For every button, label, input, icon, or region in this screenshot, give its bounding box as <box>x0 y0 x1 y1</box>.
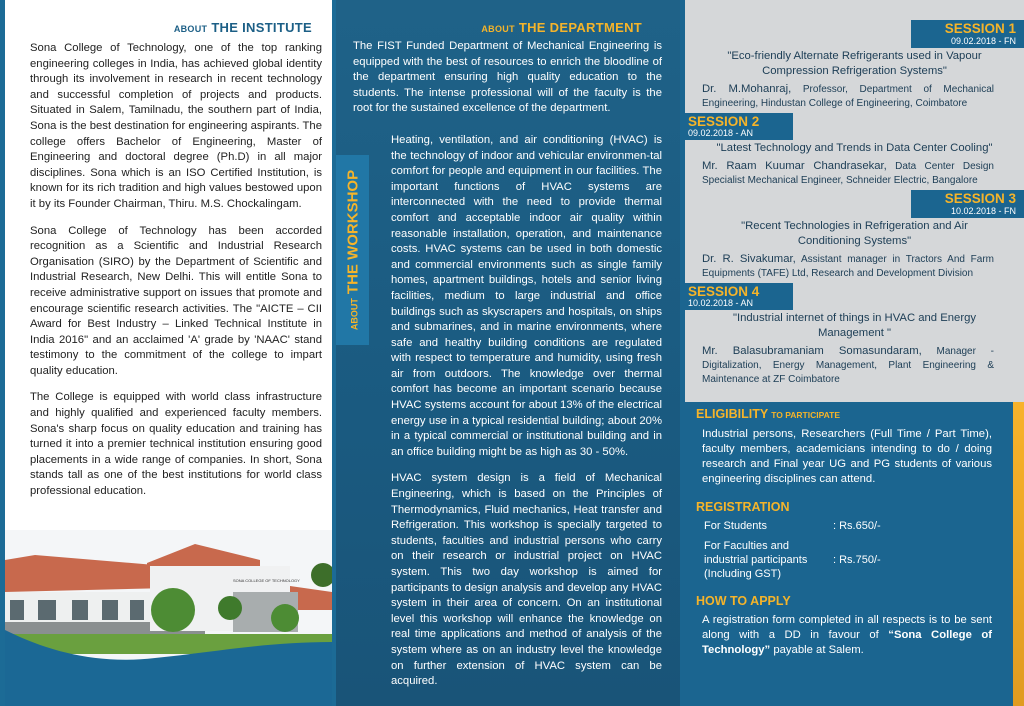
session-4-speaker: Mr. Balasubramaniam Somasundaram, Manager - Digitalization, Energy Management, Plant Engineering & Maintenance at ZF Coimbatore <box>702 345 994 385</box>
how-to-apply-heading: HOW TO APPLY <box>696 594 791 608</box>
session-3-title: "Recent Technologies in Refrigeration and Air Conditioning Systems" <box>741 219 968 247</box>
institute-paragraph: Sona College of Technology, one of the top ranking engineering colleges in India, has achieved global identity through its involvement in research in recent technology and successful completion of projects and products. Situated in Salem, Tamilnadu, the southern part of India, Sona is the best destination for engineering aspirants. The college offers Bachelor of Engineering, Master of Engineering and doctoral degree (Ph.D) in all major disciplines. Sona which is an ISO Certified Institution, is known for its rich tradition and high values bestowed upon it by its Founder Chairman, Thiru. M.S. Chockalingam. <box>30 42 322 210</box>
gold-accent-stripe <box>1013 402 1024 706</box>
about-institute-panel <box>0 0 336 706</box>
department-text: The FIST Funded Department of Mechanical Engineering is equipped with the best of resources to enrich the bloodline of the department ensuring high quality education to the students. The intense professional will of the faculty is the root for the sustained excellence of the department. <box>353 40 662 115</box>
fee-value-faculty: : Rs.750/- <box>833 554 881 566</box>
eligibility-text: Industrial persons, Researchers (Full Time / Part Time), faculty members, academicians intending to do / doing research and Final year UG and PG students of various engineering disciplines can attend. <box>702 428 992 485</box>
college-building-photo <box>5 530 332 706</box>
fee-label-students: For Students <box>704 520 767 532</box>
session-3-banner: SESSION 3 10.02.2018 - FN <box>911 190 1024 218</box>
building-sign: SONA COLLEGE OF TECHNOLOGY <box>233 578 300 583</box>
fee-value-students: : Rs.650/- <box>833 520 881 532</box>
session-2-banner: SESSION 2 09.02.2018 - AN <box>680 113 793 141</box>
session-4-banner: SESSION 4 10.02.2018 - AN <box>680 283 793 311</box>
fee-row-students <box>704 519 1010 533</box>
department-heading: ABOUT THE DEPARTMENT <box>481 20 642 35</box>
workshop-paragraph: Heating, ventilation, and air conditioning (HVAC) is the technology of indoor and vehicular environmen-tal comfort for people and equipment in our facilities. The important functions of HVAC systems are interconnected with the need to provide thermal comfort and acceptable indoor air quality within reasonable installation, operation, and maintenance costs. HVAC systems can be used in both domestic and commercial environments such as single family homes, apartment buildings, hotels and senior living facilities, medium to large industrial and office buildings such as skyscrapers and hospitals, on ships and submarines, and in marine environments, where safe and healthy building conditions are regulated with respect to temperature and humidity, using fresh air from outdoors. The knowledge over thermal comfort has become an important scenario because HVAC systems account for about 13% of the electrical energy use in a typical residential building; about 20% in a typical commercial or institutional building and in an office building might be as high as 30 - 50%. <box>391 133 662 458</box>
how-to-apply-text: A registration form completed in all respects is to be sent along with a DD in favour of “Sona College of Technology” payable at Salem. <box>702 614 992 656</box>
institute-heading: ABOUT THE INSTITUTE <box>173 20 312 35</box>
workshop-heading-tab: ABOUTTHE WORKSHOP <box>336 155 369 345</box>
department-workshop-panel <box>336 0 680 706</box>
eligibility-heading: ELIGIBILITY TO PARTICIPATE <box>696 407 841 421</box>
sessions-section <box>680 0 1024 402</box>
institute-paragraph: The College is equipped with world class infrastructure and highly qualified and experienced faculty members. Sona's sharp focus on quality education and training has turned it into a premier technical institution ensuring good placements in a wide range of companies. In short, Sona stands tall as one of the best institutions for world class professional education. <box>30 391 322 498</box>
session-1-speaker: Dr. M.Mohanraj, Professor, Department of Mechanical Engineering, Hindustan College of Engineering, Coimbatore <box>702 82 995 109</box>
session-3-speaker: Dr. R. Sivakumar, Assistant manager in Tractors And Farm Equipments (TAFE) Ltd, Research and Development Division <box>702 252 995 279</box>
session-1-title: "Eco-friendly Alternate Refrigerants used in Vapour Compression Refrigeration Systems" <box>727 49 982 77</box>
fee-row-faculty <box>704 539 1010 581</box>
registration-heading: REGISTRATION <box>696 500 790 514</box>
session-2-title: "Latest Technology and Trends in Data Center Cooling" <box>716 142 993 154</box>
sessions-registration-panel <box>680 0 1024 706</box>
session-4-title: "Industrial internet of things in HVAC and Energy Management " <box>732 312 977 339</box>
workshop-paragraph: HVAC system design is a field of Mechanical Engineering, which is based on the Principles of Thermodynamics, Fluid mechanics, Heat transfer and Refrigeration. This workshop is specially targeted to students, faculties and industrial persons who carry on their research or industrial project on HVAC system. This two day workshop is aimed for participants to design analysis and develop any HVAC system in their area of concern. On an institutional level this workshop will enhance the knowledge on real time applications and method of analysis of the system where as on an industry level the knowledge on further extension of HVAC system can be acquired. <box>391 472 662 688</box>
fee-label-faculty: For Faculties and industrial participants (Including GST) <box>704 540 808 580</box>
institute-paragraph: Sona College of Technology has been accorded recognition as a Scientific and Industrial Research Organisation (SIRO) by the Department of Scientific and Industrial Research, New Delhi. This will entitle Sona to receive administrative support on issues that promote and encourage scientific research activities. The "AICTE – CII Award for Best Industry – Linked Technical Institute in India 2016" and an acclaimed 'A' grade by 'NAAC' stand testimony to the commitment of the college to impart quality education. <box>30 224 322 377</box>
session-2-speaker: Mr. Raam Kuumar Chandrasekar, Data Center Design Specialist Mechanical Engineer, Schneider Electric, Bangalore <box>702 160 994 186</box>
session-1-banner: SESSION 1 09.02.2018 - FN <box>911 20 1024 48</box>
